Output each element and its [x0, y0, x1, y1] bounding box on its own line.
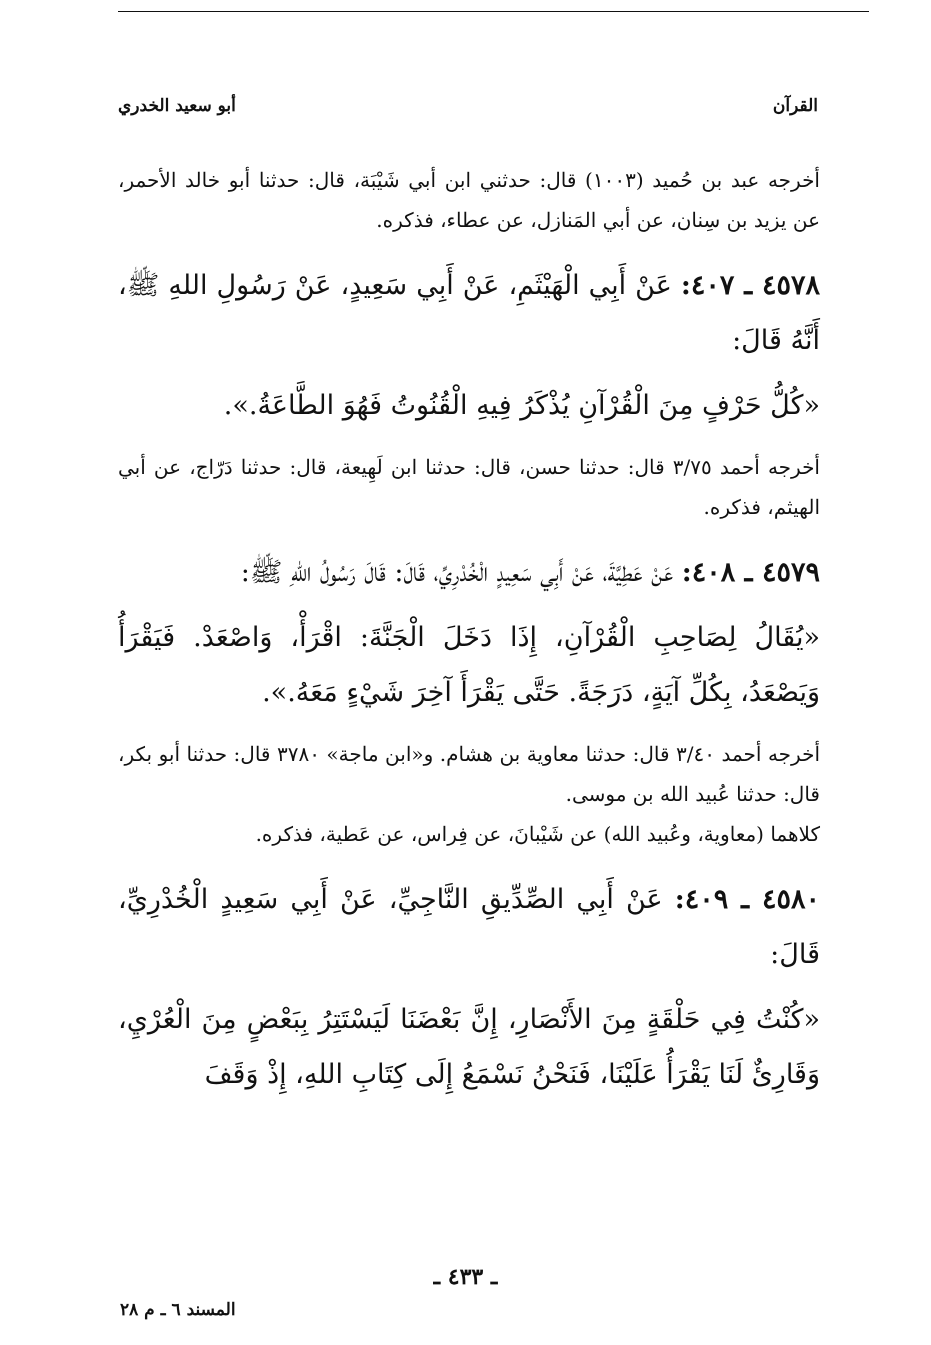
hadith-heading: [118, 545, 820, 600]
hadith-heading: [118, 258, 820, 368]
hadith-matn: «يُقَالُ لِصَاحِبِ الْقُرْآنِ، إِذَا دَخَلَ الْجَنَّةَ: اقْرَأْ، وَاصْعَدْ. فَيَقْرَأُ وَيَصْعَدُ، بِكُلِّ آيَةٍ، دَرَجَةً. حَتَّى يَقْرَأَ آخِرَ شَيْءٍ مَعَهُ.».: [118, 622, 820, 708]
hadith-number: ٤٥٧٨ ـ ٤٠٧:: [680, 270, 820, 301]
hadith-matn: «كُنْتُ فِي حَلْقَةٍ مِنَ الأَنْصَارِ، إِنَّ بَعْضَنَا لَيَسْتَتِرُ بِبَعْضٍ مِنَ الْعُرْيِ، وَقَارِئٌ لَنَا يَقْرَأُ عَلَيْنَا، فَنَحْنُ نَسْمَعُ إِلَى كِتَابِ اللهِ، إِذْ وَقَفَ: [118, 1004, 820, 1090]
hadith-number: ٤٥٨٠ ـ ٤٠٩:: [674, 884, 820, 915]
takhrij-note: كلاهما (معاوية، وعُبيد الله) عن شَيْبانَ، عن فِراس، عن عَطية، فذكره.: [255, 822, 820, 846]
page-number: ـ ٤٣٣ ـ: [433, 1264, 498, 1290]
hadith-heading: [118, 872, 820, 982]
hadith-isnad: عَنْ أَبِي الْهَيْثَمِ، عَنْ أَبِي سَعِيدٍ، عَنْ رَسُولِ اللهِ ﷺ، أَنَّهُ قَالَ:: [118, 270, 820, 356]
hadith-number: ٤٥٧٩ ـ ٤٠٨:: [681, 557, 820, 588]
header-rule: [118, 11, 869, 12]
header-narrator-title: أبو سعيد الخدري: [118, 96, 242, 116]
header-chapter-title: القرآن: [767, 96, 818, 116]
hadith-isnad: عَنْ أَبِي الصِّدِّيقِ النَّاجِيِّ، عَنْ أَبِي سَعِيدٍ الْخُدْرِيِّ، قَالَ:: [118, 884, 820, 970]
signature-mark: المسند ٦ ـ م ٢٨: [120, 1300, 236, 1320]
running-header: [118, 96, 818, 126]
hadith-matn: «كُلُّ حَرْفٍ مِنَ الْقُرْآنِ يُذْكَرُ فِيهِ الْقُنُوتُ فَهُوَ الطَّاعَةُ.».: [223, 390, 820, 421]
takhrij-note: أخرجه عبد بن حُميد (١٠٠٣) قال: حدثني ابن أبي شَيْبَة، قال: حدثنا أبو خالد الأحمر، عن يزيد بن سِنان، عن أبي المَنازل، عن عطاء، فذكره.: [118, 168, 820, 232]
hadith-isnad: عَنْ عَطِيَّةَ، عَنْ أَبِي سَعِيدٍ الْخُدْرِيِّ، قَالَ: قَالَ رَسُولُ اللهِ ﷺ:: [240, 557, 674, 588]
page-body: [118, 160, 820, 1116]
takhrij-note: أخرجه أحمد ٣/٤٠ قال: حدثنا معاوية بن هشام. و«ابن ماجة» ٣٧٨٠ قال: حدثنا أبو بكر، قال: حدثنا عُبيد الله بن موسى.: [118, 742, 820, 806]
takhrij-note: أخرجه أحمد ٣/٧٥ قال: حدثنا حسن، قال: حدثنا ابن لَهِيعة، قال: حدثنا دَرّاج، عن أبي الهيثم، فذكره.: [118, 455, 820, 519]
